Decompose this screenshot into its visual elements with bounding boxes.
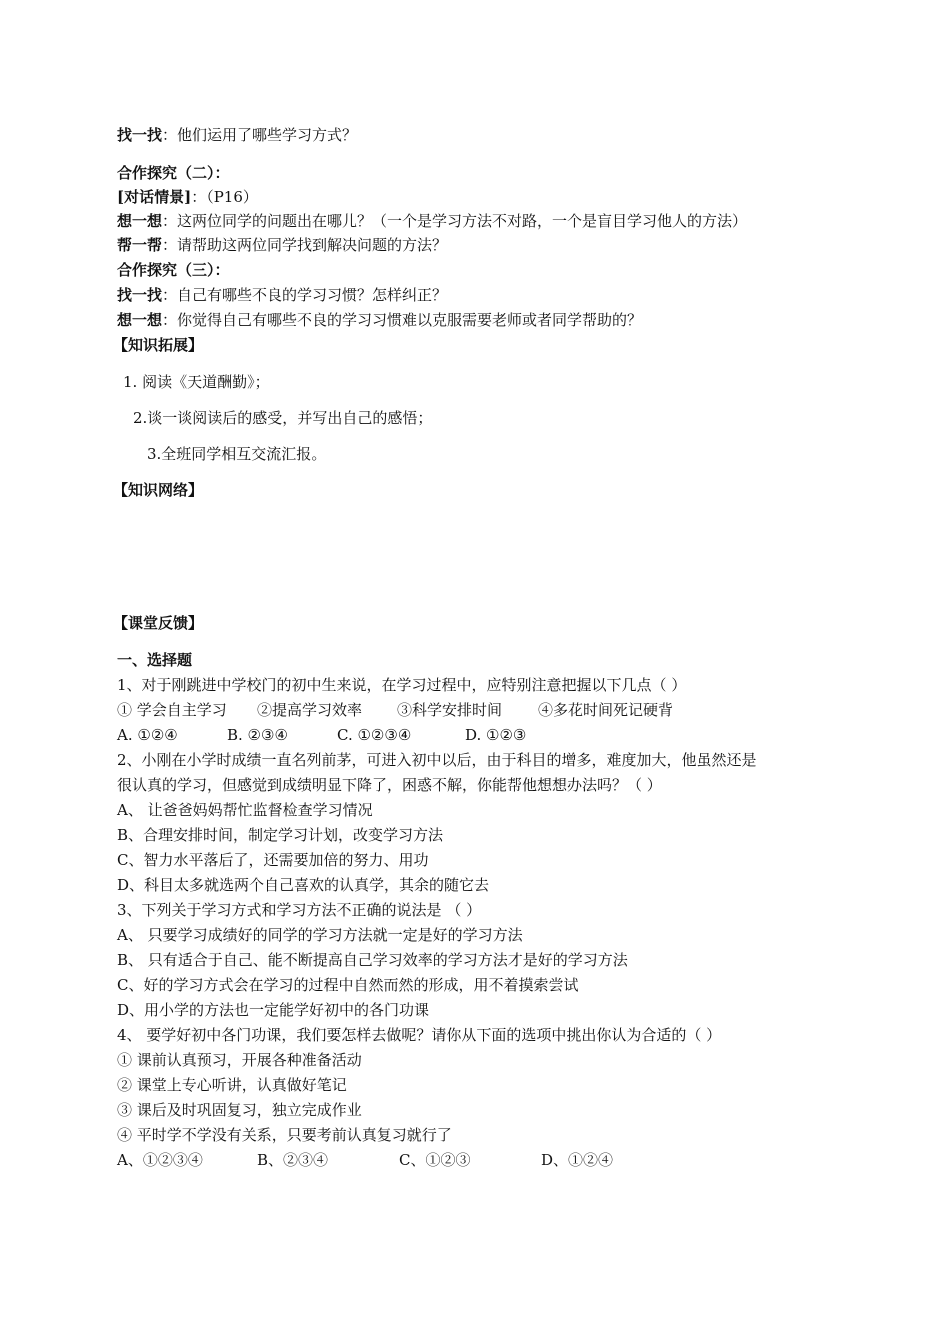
q1-item: ③科学安排时间 xyxy=(397,701,503,719)
knowledge-network-heading: 【知识网络】 xyxy=(113,481,204,499)
think-prompt-1: 想一想：这两位同学的问题出在哪儿？（一个是学习方法不对路，一个是盲目学习他人的方法） xyxy=(117,212,748,230)
think-prompt-2: 想一想：你觉得自己有哪些不良的学习习惯难以克服需要老师或者同学帮助的？ xyxy=(117,311,643,329)
q1-option: D. ①②③ xyxy=(465,726,527,744)
q3-option-a: A、 只要学习成绩好的同学的学习方法就一定是好的学习方法 xyxy=(117,926,523,944)
section-choice-heading: 一、选择题 xyxy=(117,651,193,669)
q4-option: C、①②③ xyxy=(399,1151,471,1169)
extension-item-3: 3.全班同学相互交流汇报。 xyxy=(147,445,327,463)
extension-item-2: 2.谈一谈阅读后的感受，并写出自己的感悟； xyxy=(133,409,433,427)
q4-item-2: ② 课堂上专心听讲，认真做好笔记 xyxy=(117,1076,347,1094)
find-prompt-2: 找一找：自己有哪些不良的学习习惯？怎样纠正？ xyxy=(117,286,448,304)
question-3: 3、下列关于学习方式和学习方法不正确的说法是 （ ） xyxy=(117,901,482,919)
q2-option-a: A、 让爸爸妈妈帮忙监督检查学习情况 xyxy=(117,801,373,819)
q2-option-d: D、科目太多就选两个自己喜欢的认真学，其余的随它去 xyxy=(117,876,490,894)
q1-item: ① 学会自主学习 xyxy=(117,701,227,719)
q4-item-4: ④ 平时学不学没有关系，只要考前认真复习就行了 xyxy=(117,1126,452,1144)
q3-option-d: D、用小学的方法也一定能学好初中的各门功课 xyxy=(117,1001,430,1019)
q4-option: D、①②④ xyxy=(541,1151,614,1169)
help-prompt: 帮一帮：请帮助这两位同学找到解决问题的方法？ xyxy=(117,236,448,254)
q1-option: A. ①②④ xyxy=(117,726,178,744)
q1-item: ④多花时间死记硬背 xyxy=(538,701,674,719)
q4-option: B、②③④ xyxy=(257,1151,329,1169)
question-1: 1、对于刚跳进中学校门的初中生来说，在学习过程中，应特别注意把握以下几点（ ） xyxy=(117,676,687,694)
q4-item-1: ① 课前认真预习，开展各种准备活动 xyxy=(117,1051,362,1069)
coop-heading-2: 合作探究（二）： xyxy=(117,164,230,182)
q3-option-b: B、 只有适合于自己、能不断提高自己学习效率的学习方法才是好的学习方法 xyxy=(117,951,628,969)
question-1-items xyxy=(117,700,673,720)
extension-item-1: 1. 阅读《天道酬勤》； xyxy=(123,373,270,391)
question-4-options xyxy=(117,1150,613,1170)
q2-option-b: B、合理安排时间，制定学习计划，改变学习方法 xyxy=(117,826,444,844)
q4-item-3: ③ 课后及时巩固复习，独立完成作业 xyxy=(117,1101,362,1119)
q2-option-c: C、智力水平落后了，还需要加倍的努力、用功 xyxy=(117,851,429,869)
find-prompt: 找一找：他们运用了哪些学习方式？ xyxy=(117,126,358,144)
q3-option-c: C、好的学习方式会在学习的过程中自然而然的形成，用不着摸索尝试 xyxy=(117,976,579,994)
q1-option: B. ②③④ xyxy=(227,726,288,744)
coop-heading-3: 合作探究（三）： xyxy=(117,261,230,279)
q1-option: C. ①②③④ xyxy=(337,726,412,744)
dialog-scene: [对话情景]：（P16） xyxy=(117,188,258,206)
class-feedback-heading: 【课堂反馈】 xyxy=(113,614,204,632)
q4-option: A、①②③④ xyxy=(117,1151,203,1169)
question-2-line-2: 很认真的学习，但感觉到成绩明显下降了，困惑不解，你能帮他想想办法吗？（ ） xyxy=(117,776,662,794)
question-2-line-1: 2、小刚在小学时成绩一直名列前茅，可进入初中以后，由于科目的增多，难度加大，他虽然还是 xyxy=(117,751,757,769)
question-1-options xyxy=(117,725,526,745)
q1-item: ②提高学习效率 xyxy=(257,701,363,719)
question-4: 4、 要学好初中各门功课，我们要怎样去做呢？请你从下面的选项中挑出你认为合适的（ ） xyxy=(117,1026,722,1044)
knowledge-extension-heading: 【知识拓展】 xyxy=(113,336,204,354)
